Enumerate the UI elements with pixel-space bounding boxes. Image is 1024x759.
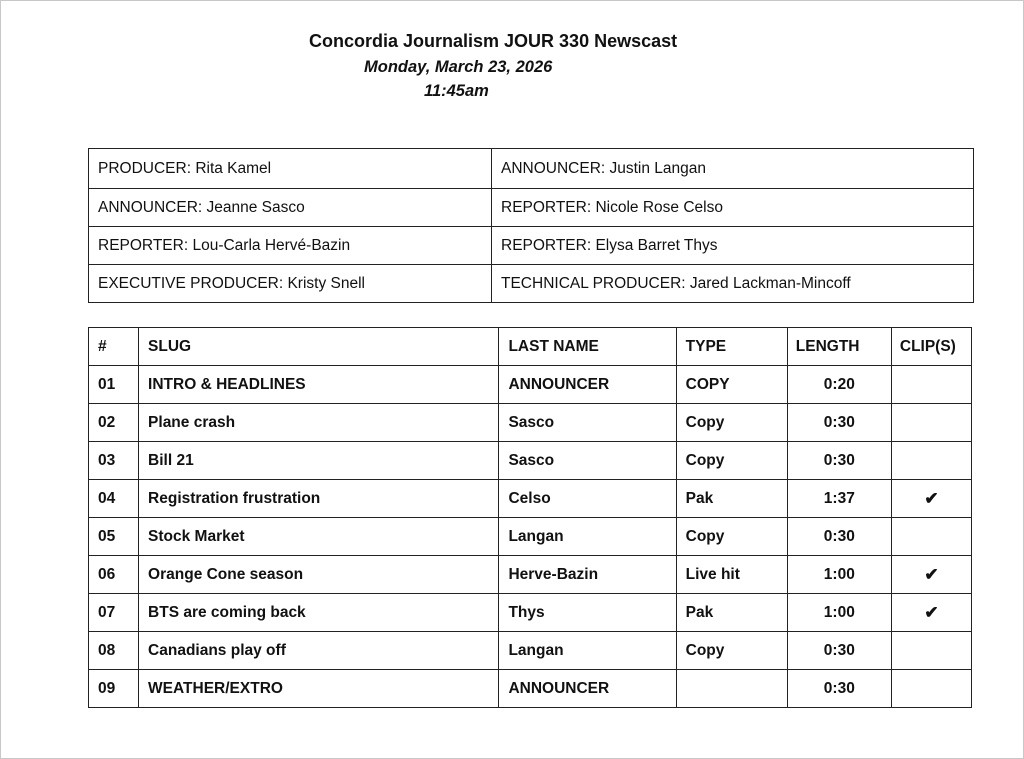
row-last-name: Sasco [499, 404, 676, 442]
row-clip [891, 670, 971, 708]
row-slug: BTS are coming back [139, 594, 499, 632]
column-header-type: TYPE [676, 328, 787, 366]
table-row [89, 404, 972, 442]
row-last-name: Celso [499, 480, 676, 518]
row-slug: Orange Cone season [139, 556, 499, 594]
crew-cell: TECHNICAL PRODUCER: Jared Lackman-Mincoff [492, 265, 974, 303]
newscast-date: Monday, March 23, 2026 [364, 58, 553, 76]
newscast-title: Concordia Journalism JOUR 330 Newscast [309, 31, 678, 51]
row-number: 04 [89, 480, 139, 518]
crew-cell: EXECUTIVE PRODUCER: Kristy Snell [89, 265, 492, 303]
row-length: 1:00 [787, 594, 891, 632]
row-last-name: ANNOUNCER [499, 366, 676, 404]
column-header-number: # [89, 328, 139, 366]
newscast-time: 11:45am [424, 82, 489, 100]
row-length: 1:00 [787, 556, 891, 594]
row-clip [891, 518, 971, 556]
checkmark-icon: ✔ [891, 480, 971, 518]
table-row [89, 442, 972, 480]
row-number: 08 [89, 632, 139, 670]
row-slug: Stock Market [139, 518, 499, 556]
checkmark-icon: ✔ [891, 594, 971, 632]
row-clip [891, 632, 971, 670]
row-number: 01 [89, 366, 139, 404]
crew-cell: PRODUCER: Rita Kamel [89, 149, 492, 189]
row-slug: INTRO & HEADLINES [139, 366, 499, 404]
column-header-clips: CLIP(S) [891, 328, 971, 366]
row-number: 06 [89, 556, 139, 594]
row-slug: Registration frustration [139, 480, 499, 518]
row-last-name: Herve-Bazin [499, 556, 676, 594]
table-row [89, 518, 972, 556]
row-length: 0:30 [787, 670, 891, 708]
rundown-header-row [89, 328, 972, 366]
row-clip [891, 442, 971, 480]
row-number: 05 [89, 518, 139, 556]
row-clip [891, 404, 971, 442]
column-header-length: LENGTH [787, 328, 891, 366]
row-type: Pak [676, 594, 787, 632]
row-number: 07 [89, 594, 139, 632]
row-length: 0:30 [787, 442, 891, 480]
row-length: 0:30 [787, 518, 891, 556]
table-row [89, 556, 972, 594]
crew-row [89, 149, 974, 189]
row-last-name: Thys [499, 594, 676, 632]
row-type: Copy [676, 518, 787, 556]
table-row [89, 366, 972, 404]
row-type: Copy [676, 442, 787, 480]
crew-cell: REPORTER: Lou-Carla Hervé-Bazin [89, 227, 492, 265]
crew-table [88, 148, 974, 303]
column-header-slug: SLUG [139, 328, 499, 366]
row-type: Pak [676, 480, 787, 518]
row-type: Live hit [676, 556, 787, 594]
row-type: Copy [676, 404, 787, 442]
row-length: 0:30 [787, 632, 891, 670]
row-slug: Canadians play off [139, 632, 499, 670]
row-clip [891, 366, 971, 404]
crew-cell: ANNOUNCER: Justin Langan [492, 149, 974, 189]
crew-row [89, 227, 974, 265]
row-type: COPY [676, 366, 787, 404]
row-last-name: Langan [499, 518, 676, 556]
row-slug: Plane crash [139, 404, 499, 442]
row-length: 0:20 [787, 366, 891, 404]
table-row [89, 480, 972, 518]
crew-cell: REPORTER: Nicole Rose Celso [492, 189, 974, 227]
row-slug: WEATHER/EXTRO [139, 670, 499, 708]
row-number: 09 [89, 670, 139, 708]
table-row [89, 670, 972, 708]
table-row [89, 632, 972, 670]
table-row [89, 594, 972, 632]
crew-cell: REPORTER: Elysa Barret Thys [492, 227, 974, 265]
column-header-last-name: LAST NAME [499, 328, 676, 366]
checkmark-icon: ✔ [891, 556, 971, 594]
row-type: Copy [676, 632, 787, 670]
crew-row [89, 265, 974, 303]
crew-row [89, 189, 974, 227]
row-slug: Bill 21 [139, 442, 499, 480]
row-number: 03 [89, 442, 139, 480]
row-length: 0:30 [787, 404, 891, 442]
row-last-name: Langan [499, 632, 676, 670]
row-last-name: ANNOUNCER [499, 670, 676, 708]
row-type [676, 670, 787, 708]
row-last-name: Sasco [499, 442, 676, 480]
row-number: 02 [89, 404, 139, 442]
crew-cell: ANNOUNCER: Jeanne Sasco [89, 189, 492, 227]
row-length: 1:37 [787, 480, 891, 518]
rundown-table [88, 327, 972, 708]
